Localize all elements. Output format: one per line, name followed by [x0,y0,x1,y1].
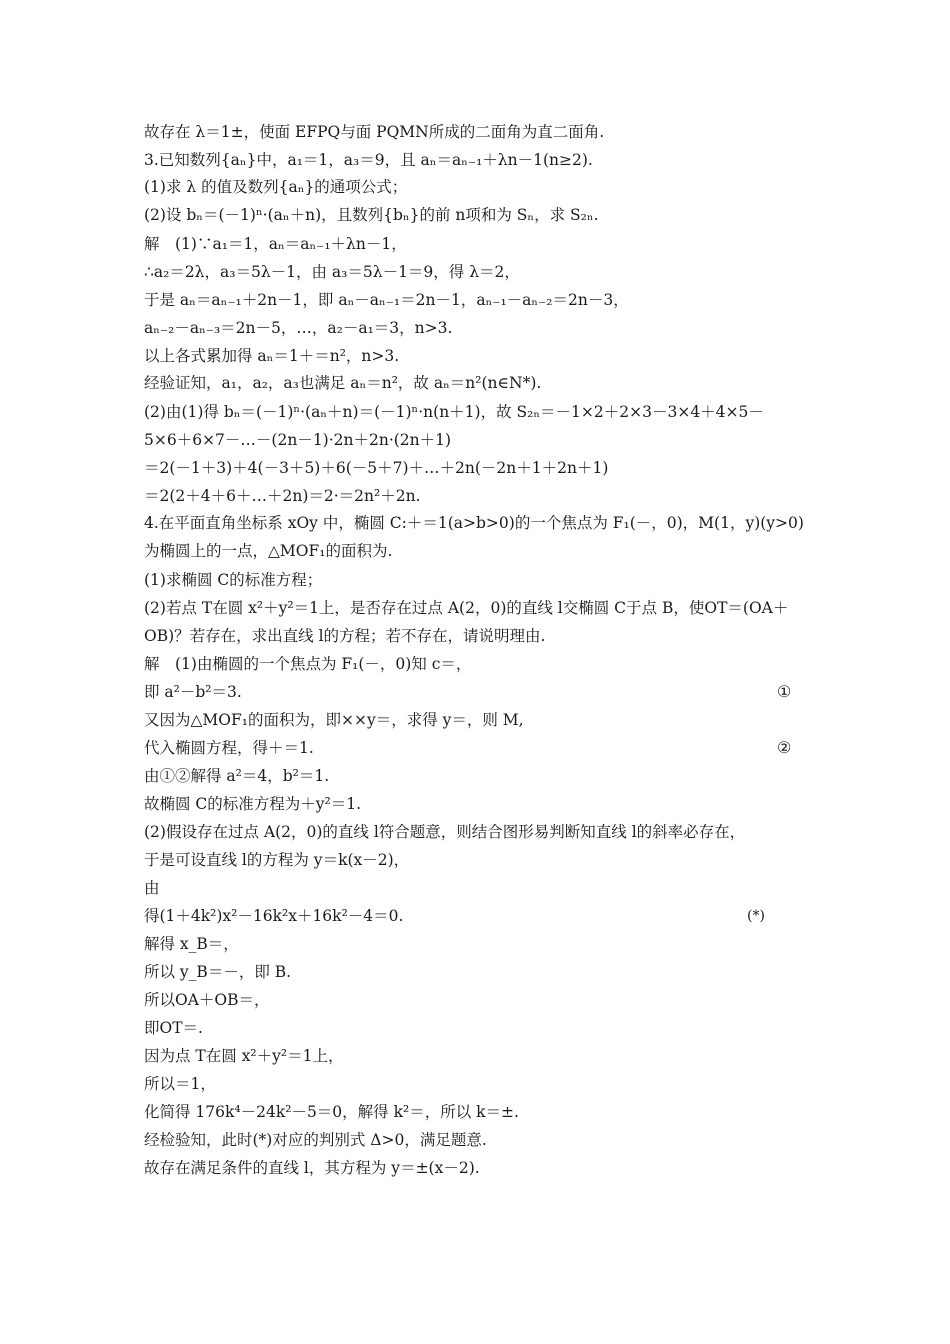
text-line: 经验证知，a₁，a₂，a₃也满足 aₙ＝n²，故 aₙ＝n²(n∈N*). [144,374,542,392]
text-line: 由 [144,879,160,897]
text-line: (1)求椭圆 C的标准方程； [144,571,323,589]
text-line: OB)？若存在，求出直线 l的方程；若不存在，请说明理由. [144,627,546,645]
text-line: (2)若点 T在圆 x²＋y²＝1上，是否存在过点 A(2，0)的直线 l交椭圆 C于点 B，使OT＝(OA＋ [144,599,789,617]
text-line: 为椭圆上的一点，△MOF₁的面积为. [144,542,393,560]
text-line: 所以＝1， [144,1075,216,1093]
text-line: 所以OA＋OB＝， [144,991,270,1009]
text-line: 故椭圆 C的标准方程为＋y²＝1. [144,795,362,813]
text-line: aₙ₋₂－aₙ₋₃＝2n－5，…，a₂－a₁＝3，n>3. [144,319,453,337]
text-line: ∴a₂＝2λ，a₃＝5λ－1，由 a₃＝5λ－1＝9，得 λ＝2， [144,263,520,281]
text-line: 经检验知，此时(*)对应的判别式 Δ>0，满足题意. [144,1131,487,1149]
text-line: 化简得 176k⁴－24k²－5＝0，解得 k²＝，所以 k＝±. [144,1103,519,1121]
text-line: 所以 y_B＝－，即 B. [144,963,292,981]
text-line: (2)假设存在过点 A(2，0)的直线 l符合题意，则结合图形易判断知直线 l的斜率必存在， [144,823,746,841]
text-line: 因为点 T在圆 x²＋y²＝1上， [144,1047,344,1065]
problem-4-statement: 4.在平面直角坐标系 xOy 中，椭圆 C:＋＝1(a>b>0)的一个焦点为 F₁(－，0)，M(1，y)(y>0) [144,514,804,532]
text-line: (1)求 λ 的值及数列{aₙ}的通项公式； [144,178,408,196]
text-line: 得(1＋4k²)x²－16k²x＋16k²－4＝0. [144,907,404,925]
equation-marker-star: (*) [747,908,765,924]
text-line: 代入椭圆方程，得＋＝1. [144,739,314,757]
text-line: ＝2(－1＋3)＋4(－3＋5)＋6(－5＋7)＋…＋2n(－2n＋1＋2n＋1) [144,459,609,477]
text-line: 于是可设直线 l的方程为 y＝k(x－2)， [144,851,410,869]
solution-heading: 解 (1)由椭圆的一个焦点为 F₁(－，0)知 c＝， [144,655,472,673]
text-line: ＝2(2＋4＋6＋…＋2n)＝2·＝2n²＋2n. [144,487,421,505]
text-line: 以上各式累加得 aₙ＝1＋＝n²，n>3. [144,347,400,365]
text-line: 故存在 λ＝1±，使面 EFPQ与面 PQMN所成的二面角为直二面角. [144,123,605,141]
problem-3-statement: 3.已知数列{aₙ}中，a₁＝1，a₃＝9，且 aₙ＝aₙ₋₁＋λn－1(n≥2). [144,151,593,169]
text-line: 故存在满足条件的直线 l，其方程为 y＝±(x－2). [144,1159,480,1177]
text-line: 即 a²－b²＝3. [144,683,242,701]
equation-marker-2: ② [777,738,792,757]
text-line: 即OT＝. [144,1019,203,1037]
text-line: 5×6＋6×7－…－(2n－1)·2n＋2n·(2n＋1) [144,431,452,449]
text-line: 解得 x_B＝， [144,935,239,953]
solution-heading: 解 (1)∵a₁＝1，aₙ＝aₙ₋₁＋λn－1， [144,235,407,253]
equation-marker-1: ① [777,682,792,701]
text-line: (2)由(1)得 bₙ＝(－1)ⁿ·(aₙ＋n)＝(－1)ⁿ·n(n＋1)，故 S₂ₙ＝－1×2＋2×3－3×4＋4×5－ [144,403,764,421]
text-line: 由①②解得 a²＝4，b²＝1. [144,767,330,785]
text-line: 于是 aₙ＝aₙ₋₁＋2n－1，即 aₙ－aₙ₋₁＝2n－1，aₙ₋₁－aₙ₋₂＝2n－3， [144,291,629,309]
text-line: 又因为△MOF₁的面积为，即××y＝，求得 y＝，则 M, [144,711,524,729]
text-line: (2)设 bₙ＝(－1)ⁿ·(aₙ＋n)，且数列{bₙ}的前 n项和为 Sₙ，求 S₂ₙ. [144,206,599,224]
